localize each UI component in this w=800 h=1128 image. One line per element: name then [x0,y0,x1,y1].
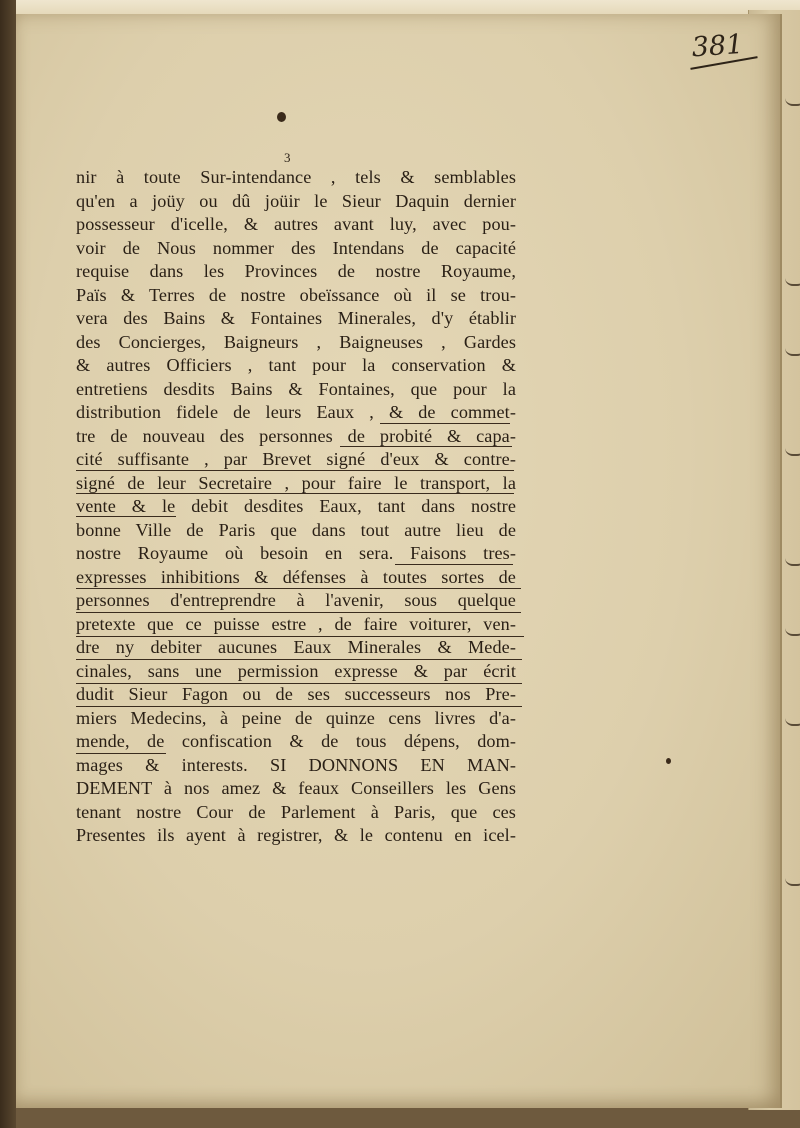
text-line: DEMENT à nos amez & feaux Conseillers les Gens [76,778,516,798]
signature-mark: 3 [284,150,291,165]
text-line: dudit Sieur Fagon ou de ses successeurs nos Pre- [76,684,516,704]
text-line: mages & interests. SI DONNONS EN MAN- [76,754,516,775]
ink-spot [277,112,286,122]
body-text [76,166,516,848]
text-line: qu'en a joüy ou dû joüir le Sieur Daquin dernier [76,190,516,211]
text-line: possesseur d'icelle, & autres avant luy, avec pou- [76,214,516,234]
ink-underline [76,612,521,613]
text-line: vente & le debit desdites Eaux, tant dans nostre [76,496,516,516]
text-line: entretiens desdits Bains & Fontaines, que pour la [76,378,516,399]
text-line: tre de nouveau des personnes de probité & capa- [76,425,516,446]
text-line: vera des Bains & Fontaines Minerales, d'y établir [76,308,516,328]
text-line: tenant nostre Cour de Parlement à Paris, que ces [76,801,516,822]
ink-spot [666,758,671,764]
ink-underline [380,423,510,424]
ink-underline [76,588,521,589]
text-line: voir de Nous nommer des Intendans de capacité [76,237,516,258]
text-line: nir à toute Sur-intendance , tels & semblables [76,167,516,187]
text-line: personnes d'entreprendre à l'avenir, sous quelque [76,590,516,610]
text-line: miers Medecins, à peine de quinze cens livres d'a- [76,707,516,728]
text-line: nostre Royaume où besoin en sera. Faisons tres- [76,543,516,563]
ink-underline [76,493,514,494]
ink-underline [76,753,166,754]
text-line: dre ny debiter aucunes Eaux Minerales & Mede- [76,637,516,657]
ink-underline [76,636,524,637]
ink-underline [76,659,522,660]
text-line: pretexte que ce puisse estre , de faire voiturer, ven- [76,613,516,634]
text-line: & autres Officiers , tant pour la conservation & [76,355,516,375]
text-line: des Concierges, Baigneurs , Baigneuses , Gardes [76,331,516,352]
text-line: cinales, sans une permission expresse & par écrit [76,660,516,681]
text-line: expresses inhibitions & défenses à toutes sortes de [76,566,516,587]
text-line: signé de leur Secretaire , pour faire le transport, la [76,472,516,493]
text-line: Païs & Terres de nostre obeïssance où il se trou- [76,284,516,305]
text-line: cité suffisante , par Brevet signé d'eux & contre- [76,449,516,469]
text-line: bonne Ville de Paris que dans tout autre lieu de [76,519,516,540]
desk-edge-left [0,0,16,1128]
text-line: requise dans les Provinces de nostre Royaume, [76,261,516,281]
ink-underline [76,470,514,471]
folio-number: 381 [690,28,745,64]
ink-underline [76,706,522,707]
ink-underline [76,516,176,517]
text-line: distribution fidele de leurs Eaux , & de commet- [76,402,516,422]
ink-underline [395,564,513,565]
text-line: mende, de confiscation & de tous dépens, dom- [76,731,516,751]
ink-underline [340,446,512,447]
text-line: Presentes ils ayent à registrer, & le contenu en icel- [76,825,516,845]
ink-underline [76,683,522,684]
